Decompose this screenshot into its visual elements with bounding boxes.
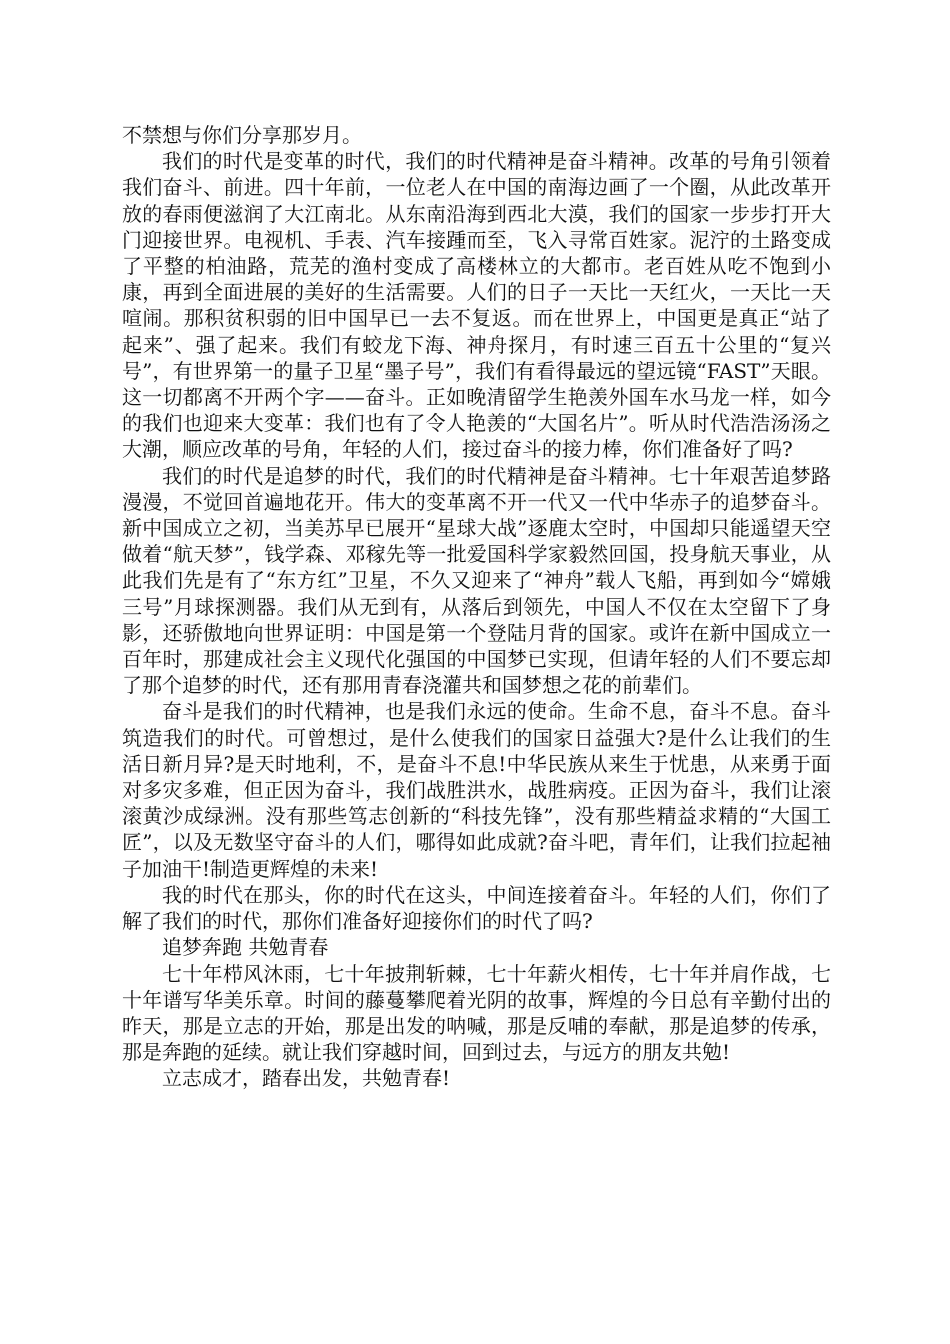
- paragraph-seventy-years: 七十年栉风沐雨，七十年披荆斩棘，七十年薪火相传，七十年并肩作战，七十年谱写华美乐章。时间的藤蔓攀爬着光阴的故事，辉煌的今日总有辛勤付出的昨天，那是立志的开始，那是出发的呐喊，那是反哺的奉献，那是追梦的传承，那是奔跑的延续。就让我们穿越时间，回到过去，与远方的朋友共勉!: [122, 961, 831, 1065]
- paragraph-striving-mission: 奋斗是我们的时代精神，也是我们永远的使命。生命不息，奋斗不息。奋斗筑造我们的时代。可曾想过，是什么使我们的国家日益强大?是什么让我们的生活日新月异?是天时地利，不，是奋斗不息!中华民族从来生于忧患，从来勇于面对多灾多难，但正因为奋斗，我们战胜洪水，战胜病疫。正因为奋斗，我们让滚滚黄沙成绿洲。没有那些笃志创新的“科技先锋”，没有那些精益求精的“大国工匠”，以及无数坚守奋斗的人们，哪得如此成就?奋斗吧，青年们，让我们拉起袖子加油干!制造更辉煌的未来!: [122, 699, 831, 881]
- paragraph-reform-era: 我们的时代是变革的时代，我们的时代精神是奋斗精神。改革的号角引领着我们奋斗、前进。四十年前，一位老人在中国的南海边画了一个圈，从此改革开放的春雨便滋润了大江南北。从东南沿海到西北大漠，我们的国家一步步打开大门迎接世界。电视机、手表、汽车接踵而至，飞入寻常百姓家。泥泞的土路变成了平整的柏油路，荒芜的渔村变成了高楼林立的大都市。老百姓从吃不饱到小康，再到全面进展的美好的生活需要。人们的日子一天比一天红火，一天比一天喧闹。那积贫积弱的旧中国早已一去不复返。而在世界上，中国更是真正“站了起来”、强了起来。我们有蛟龙下海、神舟探月，有时速三百五十公里的“复兴号”，有世界第一的量子卫星“墨子号”，我们有看得最远的望远镜“FAST”天眼。这一切都离不开两个字——奋斗。正如晚清留学生艳羡外国车水马龙一样，如今的我们也迎来大变革：我们也有了令人艳羡的“大国名片”。听从时代浩浩汤汤之大潮，顺应改革的号角，年轻的人们，接过奋斗的接力棒，你们准备好了吗?: [122, 149, 831, 462]
- paragraph-my-era-your-era: 我的时代在那头，你的时代在这头，中间连接着奋斗。年轻的人们，你们了解了我们的时代，那你们准备好迎接你们的时代了吗?: [122, 882, 831, 934]
- paragraph-dream-era: 我们的时代是追梦的时代，我们的时代精神是奋斗精神。七十年艰苦追梦路漫漫，不觉回首遍地花开。伟大的变革离不开一代又一代中华赤子的追梦奋斗。新中国成立之初，当美苏早已展开“星球大战”逐鹿太空时，中国却只能遥望天空做着“航天梦”，钱学森、邓稼先等一批爱国科学家毅然回国，投身航天事业，从此我们先是有了“东方红”卫星，不久又迎来了“神舟”载人飞船，再到如今“嫦娥三号”月球探测器。我们从无到有，从落后到领先，中国人不仅在太空留下了身影，还骄傲地向世界证明：中国是第一个登陆月背的国家。或许在新中国成立一百年时，那建成社会主义现代化强国的中国梦已实现，但请年轻的人们不要忘却了那个追梦的时代，还有那用青春浇灌共和国梦想之花的前辈们。: [122, 463, 831, 698]
- paragraph-continuation: 不禁想与你们分享那岁月。: [122, 123, 362, 147]
- document-body: [122, 122, 831, 1092]
- section-heading: 追梦奔跑 共勉青春: [162, 935, 329, 960]
- paragraph-closing: 立志成才，踏春出发，共勉青春!: [162, 1066, 451, 1091]
